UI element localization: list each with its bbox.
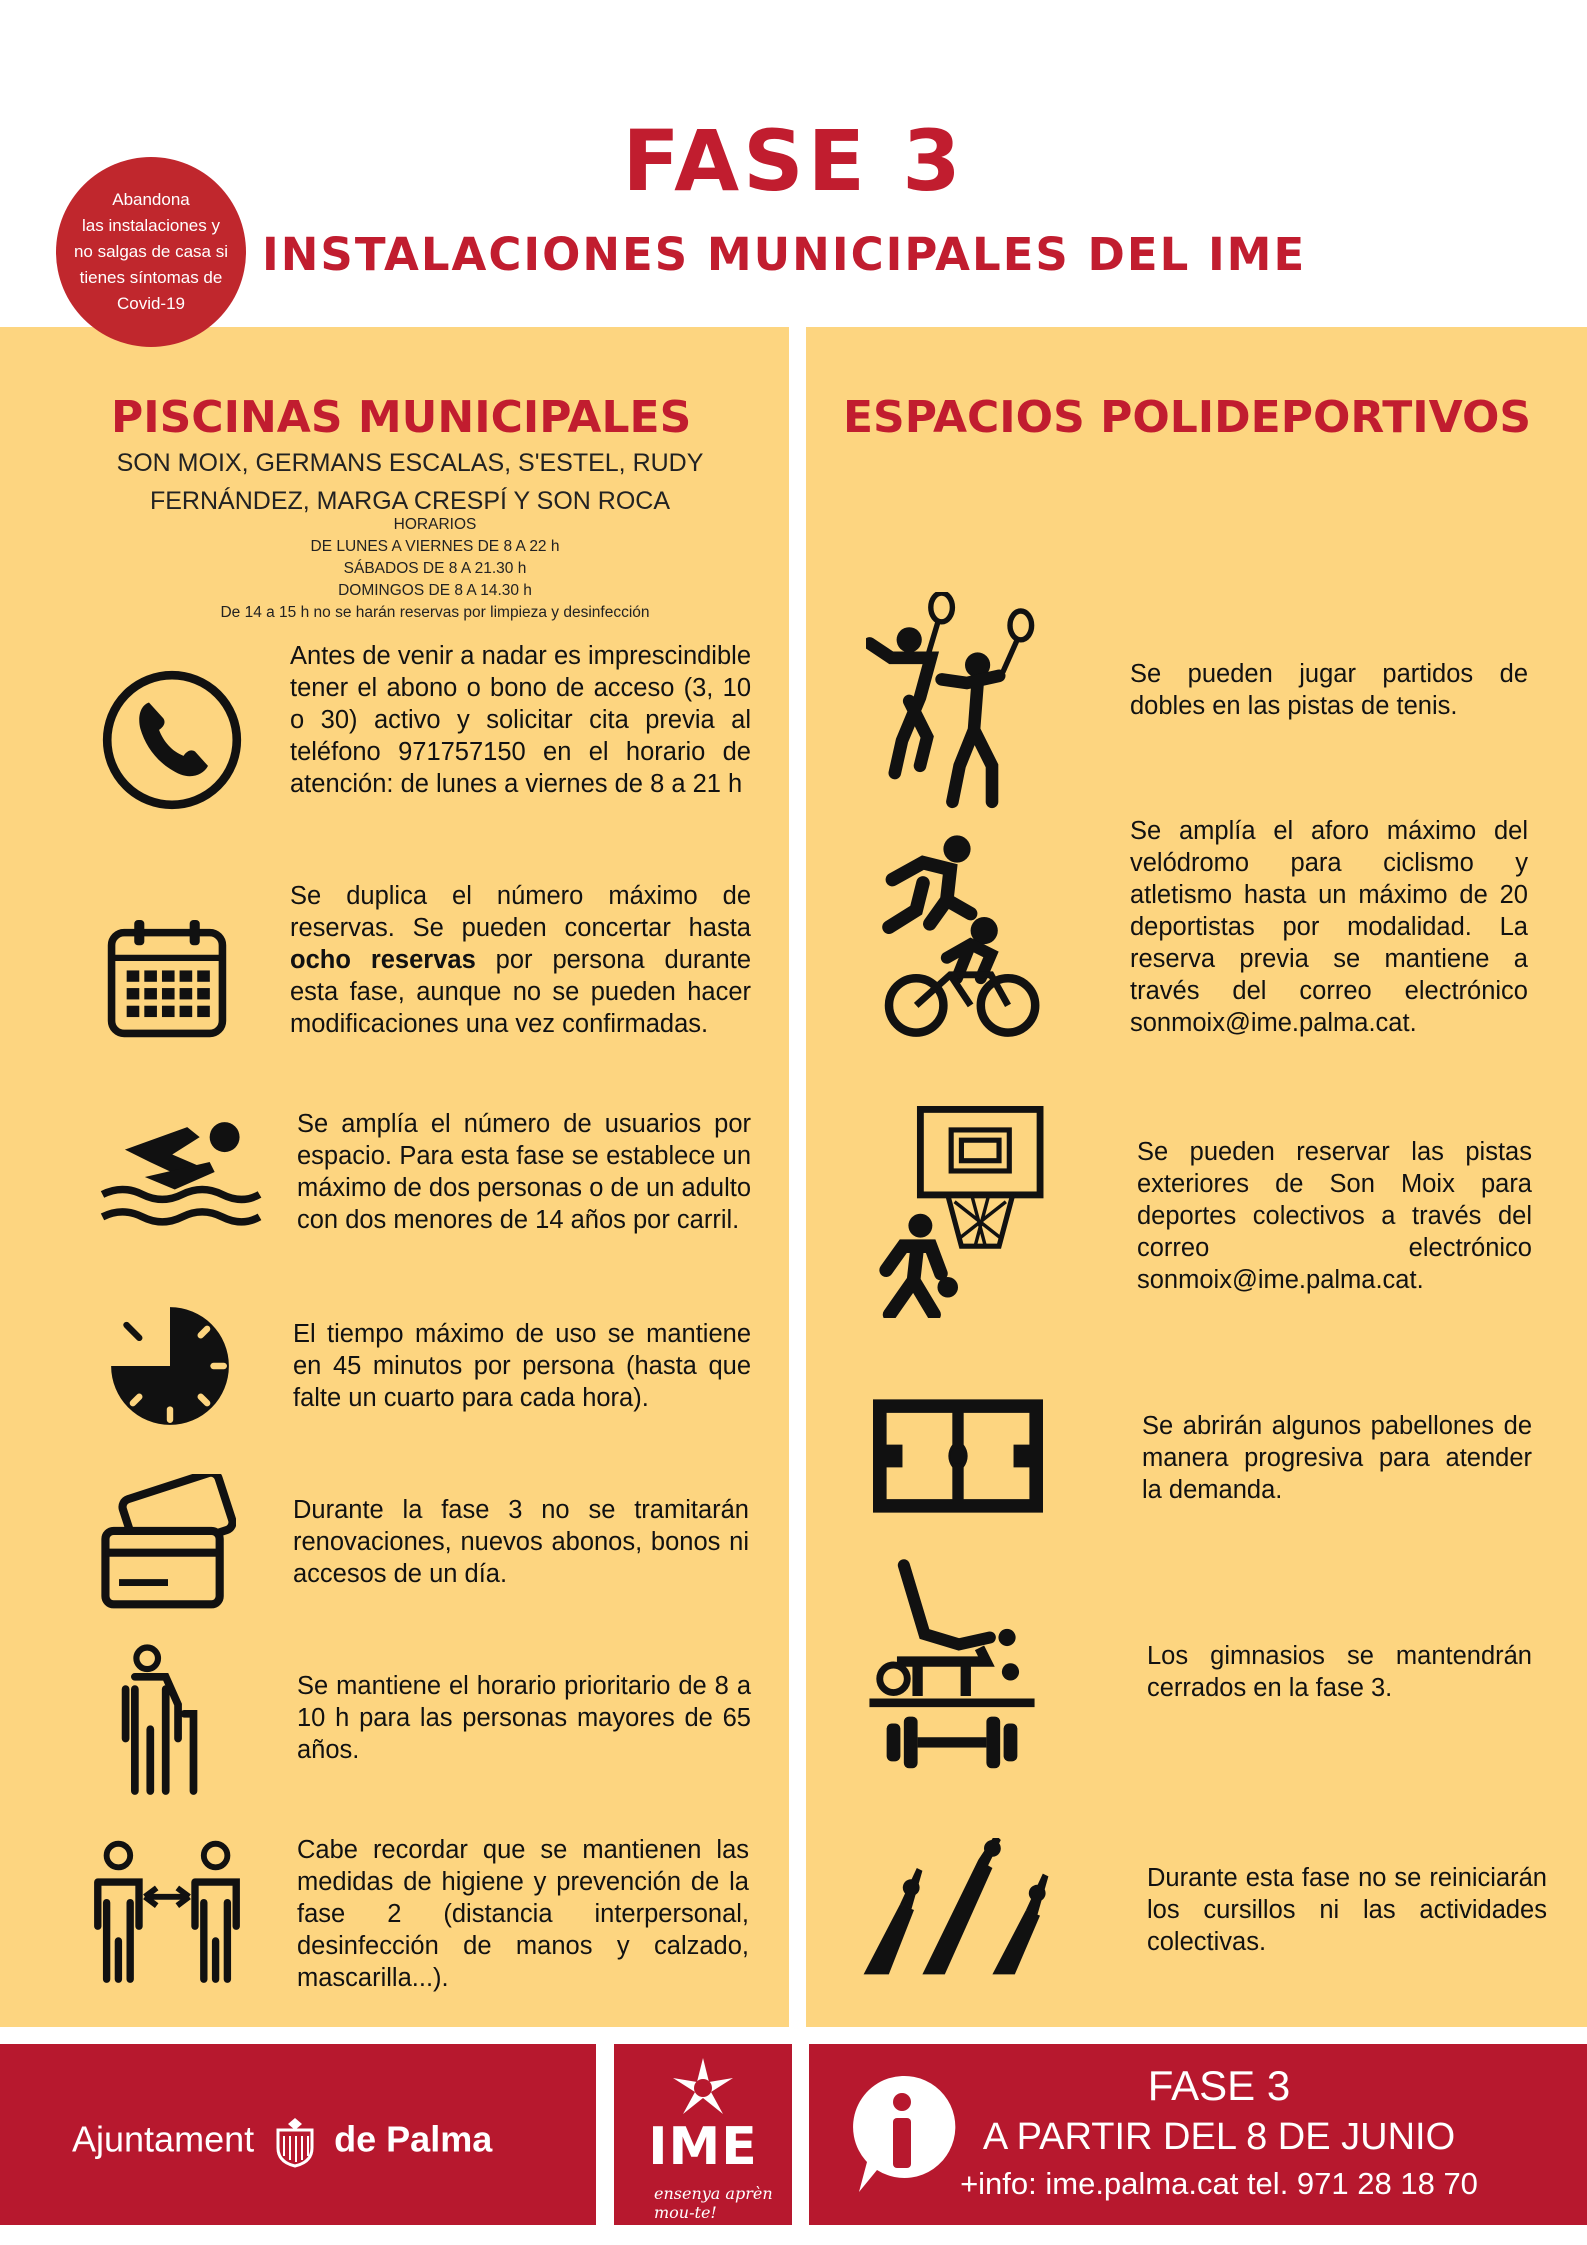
pools-item-text: Se amplía el número de usuarios por espacio. Para esta fase se establece un máximo de dos personas o de un adulto con dos menores de 14 años por carril. — [297, 1110, 751, 1234]
footer-contact: +info: ime.palma.cat tel. 971 28 18 70 — [960, 2166, 1478, 2201]
hours-heading: HORARIOS — [393, 516, 477, 533]
badge-line: las instalaciones y — [82, 216, 220, 235]
basketball-icon — [872, 1106, 1044, 1318]
pools-item-text: Cabe recordar que se mantienen las medidas de higiene y prevención de la fase 2 (distancia interpersonal, desinfección de manos y calzado, mascarilla...). — [297, 1836, 749, 1992]
pools-item-text: El tiempo máximo de uso se mantiene en 45 minutos por persona (hasta que falte un cuarto para cada hora). — [293, 1320, 751, 1412]
sports-item-text: Se pueden jugar partidos de dobles en las pistas de tenis. — [1130, 660, 1528, 720]
de-palma-label: de Palma — [334, 2118, 493, 2160]
page-subtitle: INSTALACIONES MUNICIPALES DEL IME — [262, 228, 1307, 281]
pools-item-text: Durante la fase 3 no se tramitarán renovaciones, nuevos abonos, bonos ni accesos de un día. — [293, 1496, 749, 1588]
sports-item-text: Se amplía el aforo máximo del velódromo para ciclismo y atletismo hasta un máximo de 20 deportistas por modalidad. La reserva previa se mantiene a través del correo electrónico sonmoix@ime.palma.cat. — [1130, 817, 1528, 1037]
distance-icon — [86, 1834, 248, 1989]
sports-title: ESPACIOS POLIDEPORTIVOS — [843, 392, 1532, 443]
elderly-icon — [104, 1640, 212, 1800]
ajuntament-label: Ajuntament — [72, 2118, 255, 2160]
palma-crest-icon — [272, 2116, 318, 2168]
ajuntament-logo — [72, 2116, 492, 2168]
group-exercise-icon — [858, 1838, 1068, 1982]
hours-weekdays: DE LUNES A VIERNES DE 8 A 22 h — [310, 538, 560, 555]
text-part: Se duplica el número máximo de reservas. Se pueden concertar hasta — [290, 882, 751, 942]
venues-line: SON MOIX, GERMANS ESCALAS, S'ESTEL, RUDY — [116, 449, 704, 477]
run-bike-icon — [872, 830, 1042, 1038]
pools-item-text: Se mantiene el horario prioritario de 8 a 10 h para las personas mayores de 65 años. — [297, 1672, 751, 1764]
pools-title: PISCINAS MUNICIPALES — [111, 392, 692, 443]
footer-info — [809, 2044, 1587, 2225]
pools-item-text: Antes de venir a nadar es imprescindible tener el abono o bono de acceso (3, 10 o 30) activo y solicitar cita previa al teléfono 971757150 en el horario de atención: de lunes a viernes de 8 a 21 h — [290, 642, 751, 798]
page-title: FASE 3 — [622, 112, 965, 210]
footer-fase: FASE 3 — [1147, 2062, 1291, 2109]
pools-item-text — [290, 880, 751, 1040]
pools-hours — [150, 514, 720, 624]
footer-ime — [614, 2044, 792, 2225]
gym-icon — [866, 1558, 1038, 1772]
badge-line: Covid-19 — [116, 294, 186, 313]
ime-logo-text: IME — [648, 2117, 758, 2177]
sports-item-text: Se abrirán algunos pabellones de manera progresiva para atender la demanda. — [1142, 1412, 1532, 1504]
footer-ajuntament — [0, 2044, 596, 2225]
pools-venues — [80, 444, 740, 520]
sports-item-text: Durante esta fase no se reiniciarán los cursillos ni las actividades colectivas. — [1147, 1864, 1547, 1956]
sports-item-text: Los gimnasios se mantendrán cerrados en la fase 3. — [1147, 1642, 1532, 1702]
cards-icon — [100, 1474, 236, 1615]
footer-date: A PARTIR DEL 8 DE JUNIO — [982, 2116, 1456, 2158]
calendar-icon — [104, 915, 230, 1041]
clock-icon — [106, 1302, 234, 1430]
covid-warning-badge — [56, 157, 246, 347]
swimmer-icon — [100, 1112, 262, 1237]
hours-sunday: DOMINGOS DE 8 A 14.30 h — [338, 582, 532, 599]
hours-saturday: SÁBADOS DE 8 A 21.30 h — [343, 560, 527, 577]
venues-line: FERNÁNDEZ, MARGA CRESPÍ Y SON ROCA — [149, 487, 670, 515]
badge-line: no salgas de casa si — [73, 242, 229, 261]
badge-line: Abandona — [112, 190, 190, 209]
phone-icon — [100, 668, 244, 812]
text-bold: ocho reservas — [290, 946, 476, 974]
text-part: por persona durante esta fase, aunque no se pueden hacer modificaciones una vez confirmadas. — [290, 946, 751, 1038]
sports-item-text: Se pueden reservar las pistas exteriores de Son Moix para deportes colectivos a través del correo electrónico sonmoix@ime.palma.cat. — [1137, 1138, 1532, 1294]
court-icon — [873, 1398, 1043, 1514]
hours-note: De 14 a 15 h no se harán reservas por limpieza y desinfección — [220, 604, 650, 621]
badge-line: tienes síntomas de — [79, 268, 223, 287]
tennis-doubles-icon — [866, 592, 1046, 810]
ime-tagline: ensenya aprèn mou-te! — [654, 2184, 773, 2222]
